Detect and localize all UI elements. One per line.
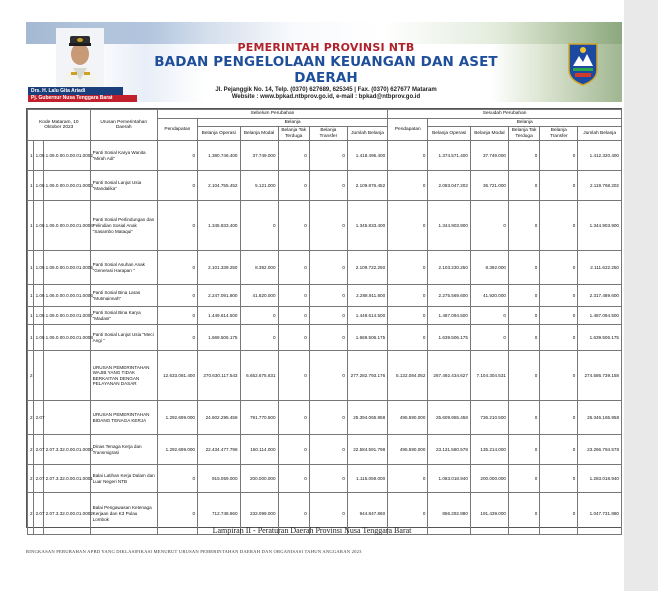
- cell-belanja-operasi-after: 2.083.047.202: [428, 171, 471, 201]
- cell-belanja-operasi-before: 1.449.614.500: [198, 307, 241, 325]
- cell-pendapatan-after: 0: [388, 493, 428, 535]
- cell-pendapatan-after: 495.590.000: [388, 435, 428, 465]
- cell-level2: 1.06: [33, 201, 43, 251]
- cell-jumlah-belanja-after: 1.344.903.900: [578, 201, 622, 251]
- cell-belanja-transfer-before: 0: [309, 201, 347, 251]
- cell-belanja-tak-terduga-after: 0: [508, 435, 539, 465]
- footer-ringkasan: RINGKASAN PERUBAHAN APBD YANG DIKLASIFIKASI MENURUT URUSAN PEMERINTAHAN DAERAH DAN ORGANISASI TAHUN ANGGARAN 2023: [26, 549, 362, 554]
- cell-pendapatan-before: 0: [157, 141, 197, 171]
- header-belanja-before: Belanja: [198, 118, 388, 127]
- letterhead-line1: PEMERINTAH PROVINSI NTB: [237, 41, 415, 54]
- governor-title: Pj. Gubernur Nusa Tenggara Barat: [28, 95, 137, 102]
- cell-belanja-operasi-before: 2.247.091.800: [198, 285, 241, 307]
- cell-belanja-transfer-after: 0: [540, 141, 578, 171]
- cell-level1: 1: [28, 325, 34, 351]
- cell-pendapatan-after: 0: [388, 201, 428, 251]
- cell-belanja-transfer-before: 0: [309, 493, 347, 535]
- cell-pendapatan-before: 0: [157, 201, 197, 251]
- budget-table-body: [28, 141, 622, 535]
- cell-level1: 2: [28, 401, 34, 435]
- cell-jumlah-belanja-before: 277.282.793.176: [347, 351, 387, 401]
- cell-belanja-tak-terduga-before: 0: [278, 307, 309, 325]
- cell-belanja-transfer-after: 0: [540, 351, 578, 401]
- cell-level2: 2.07: [33, 435, 43, 465]
- header-belanja-after: Belanja: [428, 118, 622, 127]
- cell-belanja-modal-after: 37.749.000: [470, 141, 508, 171]
- cell-belanja-modal-before: 791.770.500: [240, 401, 278, 435]
- cell-code: 1.06.0.00.0.00.01.0006: [43, 285, 90, 307]
- cell-belanja-operasi-after: 2.103.230.250: [428, 251, 471, 285]
- cell-level1: 1: [28, 201, 34, 251]
- cell-level2: 1.06: [33, 171, 43, 201]
- cell-level1: 2: [28, 493, 34, 535]
- cell-level2: 2.07: [33, 465, 43, 493]
- cell-belanja-modal-before: 232.099.000: [240, 493, 278, 535]
- cell-level1: 1: [28, 141, 34, 171]
- cell-pendapatan-after: 0: [388, 251, 428, 285]
- cell-belanja-tak-terduga-before: 0: [278, 251, 309, 285]
- cell-code: [43, 351, 90, 401]
- cell-pendapatan-after: 5.132.084.052: [388, 351, 428, 401]
- cell-belanja-tak-terduga-after: 0: [508, 465, 539, 493]
- table-row: [28, 435, 622, 465]
- cell-belanja-transfer-after: 0: [540, 465, 578, 493]
- cell-level2: [33, 351, 43, 401]
- table-row: [28, 285, 622, 307]
- cell-belanja-operasi-after: 267.492.434.627: [428, 351, 471, 401]
- cell-jumlah-belanja-before: 1.449.614.500: [347, 307, 387, 325]
- cell-belanja-modal-after: 0: [470, 201, 508, 251]
- cell-belanja-operasi-before: 1.380.746.400: [198, 141, 241, 171]
- table-row: [28, 351, 622, 401]
- cell-belanja-transfer-before: 0: [309, 307, 347, 325]
- budget-table-container: [26, 108, 622, 528]
- cell-pendapatan-before: 1.292.699.000: [157, 401, 197, 435]
- header-jumlah-belanja: Jumlah Belanja: [347, 127, 387, 141]
- cell-belanja-modal-before: 41.820.000: [240, 285, 278, 307]
- header-belanja-operasi: Belanja Operasi: [198, 127, 241, 141]
- cell-code: 2.07.3.32.0.00.01.0000: [43, 435, 90, 465]
- cell-urusan: URUSAN PEMERINTAHAN BIDANG TENAGA KERJA: [90, 401, 157, 435]
- cell-jumlah-belanja-after: 1.487.094.500: [578, 307, 622, 325]
- cell-pendapatan-before: 1.292.699.000: [157, 435, 197, 465]
- cell-level2: 1.06: [33, 251, 43, 285]
- cell-jumlah-belanja-after: 1.047.731.880: [578, 493, 622, 535]
- cell-belanja-transfer-after: 0: [540, 325, 578, 351]
- cell-belanja-tak-terduga-before: 0: [278, 201, 309, 251]
- header-pendapatan-before: Pendapatan: [157, 118, 197, 141]
- cell-belanja-modal-after: 8.392.000: [470, 251, 508, 285]
- cell-urusan: Panti Sosial Asuhan Anak "Generasi Harapan ": [90, 251, 157, 285]
- cell-urusan: Balai Pengawasan Ketenaga Kerjaan dan K3 Pulau Lombok: [90, 493, 157, 535]
- cell-level1: 2: [28, 465, 34, 493]
- cell-level2: 1.06: [33, 141, 43, 171]
- cell-belanja-modal-before: 5.121.000: [240, 171, 278, 201]
- cell-belanja-transfer-before: 0: [309, 351, 347, 401]
- table-row: [28, 201, 622, 251]
- cell-belanja-tak-terduga-before: 0: [278, 141, 309, 171]
- cell-belanja-transfer-before: 0: [309, 141, 347, 171]
- cell-belanja-modal-after: 135.214.000: [470, 435, 508, 465]
- cell-pendapatan-after: 0: [388, 307, 428, 325]
- cell-jumlah-belanja-after: 23.266.794.578: [578, 435, 622, 465]
- letterhead-address: Jl. Pejanggik No. 14, Telp. (0370) 627689, 625345 | Fax. (0370) 627677 Mataram: [215, 87, 437, 93]
- cell-belanja-operasi-before: 24.602.295.458: [198, 401, 241, 435]
- cell-belanja-tak-terduga-before: 0: [278, 325, 309, 351]
- header-belanja-operasi: Belanja Operasi: [428, 127, 471, 141]
- cell-belanja-modal-after: 41.920.000: [470, 285, 508, 307]
- cell-belanja-tak-terduga-before: 0: [278, 171, 309, 201]
- cell-belanja-tak-terduga-after: 0: [508, 401, 539, 435]
- cell-belanja-operasi-after: 25.609.955.458: [428, 401, 471, 435]
- header-sesudah: Sesudah Perubahan: [388, 110, 622, 119]
- cell-jumlah-belanja-after: 2.317.489.600: [578, 285, 622, 307]
- cell-jumlah-belanja-before: 1.669.506.175: [347, 325, 387, 351]
- cell-belanja-modal-before: 8.392.000: [240, 251, 278, 285]
- cell-belanja-modal-before: 0: [240, 201, 278, 251]
- header-belanja-tak-terduga: Belanja Tak Terduga: [278, 127, 309, 141]
- cell-belanja-operasi-before: 22.434.477.798: [198, 435, 241, 465]
- letterhead-website: Website : www.bpkad.ntbprov.go.id, e-mail : bpkad@ntbprov.go.id: [231, 94, 421, 100]
- cell-belanja-modal-before: 0: [240, 307, 278, 325]
- cell-belanja-modal-after: 736.210.500: [470, 401, 508, 435]
- cell-belanja-operasi-before: 1.345.833.400: [198, 201, 241, 251]
- budget-table: [27, 109, 622, 535]
- governor-portrait: [56, 28, 104, 88]
- cell-belanja-transfer-before: 0: [309, 435, 347, 465]
- table-row: [28, 307, 622, 325]
- cell-jumlah-belanja-before: 2.288.911.800: [347, 285, 387, 307]
- cell-belanja-operasi-after: 1.083.018.940: [428, 465, 471, 493]
- cell-belanja-transfer-before: 0: [309, 171, 347, 201]
- cell-jumlah-belanja-before: 25.394.065.958: [347, 401, 387, 435]
- cell-belanja-transfer-before: 0: [309, 251, 347, 285]
- cell-urusan: Panti Sosial Lanjut Usia "Mandalika": [90, 171, 157, 201]
- header-belanja-modal: Belanja Modal: [240, 127, 278, 141]
- cell-jumlah-belanja-after: 26.346.165.958: [578, 401, 622, 435]
- cell-belanja-tak-terduga-after: 0: [508, 351, 539, 401]
- cell-belanja-modal-after: 191.439.000: [470, 493, 508, 535]
- cell-jumlah-belanja-before: 1.345.833.400: [347, 201, 387, 251]
- cell-belanja-tak-terduga-after: 0: [508, 251, 539, 285]
- cell-belanja-operasi-after: 1.487.094.500: [428, 307, 471, 325]
- cell-belanja-transfer-after: 0: [540, 493, 578, 535]
- cell-code: 1.06.0.00.0.00.01.0008: [43, 325, 90, 351]
- cell-belanja-modal-before: 0: [240, 325, 278, 351]
- cell-belanja-tak-terduga-after: 0: [508, 201, 539, 251]
- cell-level1: 2: [28, 435, 34, 465]
- cell-level2: 2.07: [33, 401, 43, 435]
- cell-belanja-modal-after: 0: [470, 307, 508, 325]
- cell-urusan: Dinas Tenaga Kerja dan Transmigrasi: [90, 435, 157, 465]
- cell-belanja-tak-terduga-after: 0: [508, 493, 539, 535]
- cell-urusan: Panti Sosial Karya Wanita "Mirah Adi": [90, 141, 157, 171]
- header-belanja-transfer: Belanja Transfer: [540, 127, 578, 141]
- cell-belanja-modal-before: 6.652.675.631: [240, 351, 278, 401]
- header-belanja-modal: Belanja Modal: [470, 127, 508, 141]
- letterhead-banner: [26, 22, 622, 102]
- cell-belanja-operasi-before: 2.104.755.452: [198, 171, 241, 201]
- cell-belanja-transfer-after: 0: [540, 401, 578, 435]
- letterhead-line2: BADAN PENGELOLAAN KEUANGAN DAN ASET DAERAH: [154, 54, 498, 86]
- cell-pendapatan-before: 0: [157, 493, 197, 535]
- cell-code: 1.06.0.00.0.00.01.0003: [43, 171, 90, 201]
- cell-belanja-operasi-after: 1.374.571.400: [428, 141, 471, 171]
- cell-jumlah-belanja-after: 2.111.622.250: [578, 251, 622, 285]
- table-row: [28, 171, 622, 201]
- cell-belanja-operasi-before: 2.101.339.250: [198, 251, 241, 285]
- cell-pendapatan-before: 0: [157, 251, 197, 285]
- cell-level1: 1: [28, 285, 34, 307]
- table-row: [28, 251, 622, 285]
- cell-level2: 1.06: [33, 285, 43, 307]
- table-row: [28, 465, 622, 493]
- cell-code: 2.07.3.32.0.00.01.0001: [43, 465, 90, 493]
- cell-urusan: Panti Sosial Perlindungan dan Pelindian Sosial Anak "Sasambo Mataqui": [90, 201, 157, 251]
- cell-level1: 1: [28, 307, 34, 325]
- cell-jumlah-belanja-after: 1.283.018.940: [578, 465, 622, 493]
- cell-jumlah-belanja-before: 1.418.495.400: [347, 141, 387, 171]
- cell-jumlah-belanja-after: 1.412.320.400: [578, 141, 622, 171]
- footer-lampiran: Lampiran II - Peraturan Daerah Provinsi Nusa Tenggara Barat: [212, 526, 412, 535]
- cell-belanja-tak-terduga-after: 0: [508, 325, 539, 351]
- cell-belanja-transfer-after: 0: [540, 251, 578, 285]
- header-kode: Kode Mataram, 10 Oktober 2023: [28, 110, 91, 141]
- cell-belanja-transfer-after: 0: [540, 201, 578, 251]
- cell-belanja-modal-after: 0: [470, 325, 508, 351]
- cell-belanja-modal-before: 37.749.000: [240, 141, 278, 171]
- table-row: [28, 141, 622, 171]
- cell-belanja-tak-terduga-before: 0: [278, 493, 309, 535]
- cell-belanja-transfer-before: 0: [309, 465, 347, 493]
- cell-belanja-modal-after: 7.104.304.531: [470, 351, 508, 401]
- cell-belanja-modal-before: 150.114.000: [240, 435, 278, 465]
- cell-belanja-transfer-after: 0: [540, 285, 578, 307]
- cell-pendapatan-before: 0: [157, 465, 197, 493]
- cell-pendapatan-before: 12.633.081.400: [157, 351, 197, 401]
- cell-urusan: Balai Latihan Kerja Dalam dan Luar Negeri NTB: [90, 465, 157, 493]
- cell-code: [43, 401, 90, 435]
- header-belanja-transfer: Belanja Transfer: [309, 127, 347, 141]
- cell-pendapatan-after: 495.590.000: [388, 401, 428, 435]
- cell-belanja-tak-terduga-after: 0: [508, 141, 539, 171]
- cell-pendapatan-after: 0: [388, 141, 428, 171]
- cell-pendapatan-after: 0: [388, 325, 428, 351]
- cell-belanja-operasi-before: 915.059.000: [198, 465, 241, 493]
- cell-belanja-tak-terduga-before: 0: [278, 351, 309, 401]
- letterhead-title-block: [136, 42, 516, 101]
- cell-urusan: Panti Sosial Bina Laras "Mutmainnah": [90, 285, 157, 307]
- cell-belanja-tak-terduga-before: 0: [278, 465, 309, 493]
- cell-belanja-tak-terduga-before: 0: [278, 401, 309, 435]
- cell-belanja-modal-after: 36.721.000: [470, 171, 508, 201]
- cell-jumlah-belanja-before: 1.115.059.000: [347, 465, 387, 493]
- cell-urusan: URUSAN PEMERINTAHAN WAJIB YANG TIDAK BERKAITAN DENGAN PELAYANAN DASAR: [90, 351, 157, 401]
- cell-belanja-transfer-before: 0: [309, 325, 347, 351]
- cell-belanja-operasi-after: 1.344.903.900: [428, 201, 471, 251]
- cell-belanja-transfer-before: 0: [309, 401, 347, 435]
- cell-belanja-modal-after: 200.000.000: [470, 465, 508, 493]
- cell-pendapatan-after: 0: [388, 171, 428, 201]
- cell-level1: 2: [28, 351, 34, 401]
- cell-code: 1.06.0.00.0.00.01.0002: [43, 141, 90, 171]
- cell-code: 1.06.0.00.0.00.01.0007: [43, 307, 90, 325]
- cell-jumlah-belanja-after: 2.119.768.202: [578, 171, 622, 201]
- cell-belanja-tak-terduga-after: 0: [508, 285, 539, 307]
- cell-urusan: Panti Sosial Bina Karya "Madani": [90, 307, 157, 325]
- cell-jumlah-belanja-after: 1.639.506.175: [578, 325, 622, 351]
- cell-jumlah-belanja-after: 274.586.739.158: [578, 351, 622, 401]
- cell-jumlah-belanja-before: 22.584.591.798: [347, 435, 387, 465]
- governor-name: Drs. H. Lalu Gita Ariadi: [28, 87, 123, 95]
- cell-belanja-tak-terduga-before: 0: [278, 285, 309, 307]
- header-sebelum: Sebelum Perubahan: [157, 110, 387, 119]
- cell-belanja-operasi-before: 270.630.117.543: [198, 351, 241, 401]
- table-row: [28, 325, 622, 351]
- cell-jumlah-belanja-before: 2.109.876.452: [347, 171, 387, 201]
- cell-pendapatan-before: 0: [157, 325, 197, 351]
- cell-pendapatan-before: 0: [157, 307, 197, 325]
- cell-belanja-transfer-after: 0: [540, 307, 578, 325]
- ntb-emblem-icon: [566, 42, 600, 86]
- cell-code: 2.07.3.32.0.00.01.0002: [43, 493, 90, 535]
- cell-level2: 2.07: [33, 493, 43, 535]
- header-urusan: Urusan Pemerintahan Daerah: [90, 110, 157, 141]
- cell-belanja-tak-terduga-after: 0: [508, 171, 539, 201]
- cell-code: 1.06.0.00.0.00.01.0005: [43, 251, 90, 285]
- cell-belanja-operasi-after: 23.131.580.578: [428, 435, 471, 465]
- cell-belanja-operasi-after: 2.275.569.600: [428, 285, 471, 307]
- cell-level1: 1: [28, 171, 34, 201]
- cell-jumlah-belanja-before: 2.109.722.250: [347, 251, 387, 285]
- table-row: [28, 401, 622, 435]
- cell-belanja-operasi-before: 1.669.506.175: [198, 325, 241, 351]
- cell-level2: 1.06: [33, 307, 43, 325]
- cell-belanja-tak-terduga-before: 0: [278, 435, 309, 465]
- cell-pendapatan-before: 0: [157, 285, 197, 307]
- cell-belanja-transfer-after: 0: [540, 171, 578, 201]
- cell-level2: 1.06: [33, 325, 43, 351]
- cell-belanja-operasi-after: 1.639.506.175: [428, 325, 471, 351]
- cell-belanja-transfer-before: 0: [309, 285, 347, 307]
- cell-level1: 1: [28, 251, 34, 285]
- cell-jumlah-belanja-before: 944.847.860: [347, 493, 387, 535]
- cell-pendapatan-after: 0: [388, 465, 428, 493]
- cell-belanja-tak-terduga-after: 0: [508, 307, 539, 325]
- header-jumlah-belanja: Jumlah Belanja: [578, 127, 622, 141]
- header-belanja-tak-terduga: Belanja Tak Terduga: [508, 127, 539, 141]
- cell-pendapatan-before: 0: [157, 171, 197, 201]
- cell-belanja-modal-before: 200.000.000: [240, 465, 278, 493]
- cell-urusan: Panti Sosial Lanjut Usia "Meci Angi ": [90, 325, 157, 351]
- header-pendapatan-after: Pendapatan: [388, 118, 428, 141]
- cell-belanja-transfer-after: 0: [540, 435, 578, 465]
- cell-code: 1.06.0.00.0.00.01.0004: [43, 201, 90, 251]
- cell-belanja-operasi-before: 712.748.860: [198, 493, 241, 535]
- cell-belanja-operasi-after: 856.292.880: [428, 493, 471, 535]
- cell-pendapatan-after: 0: [388, 285, 428, 307]
